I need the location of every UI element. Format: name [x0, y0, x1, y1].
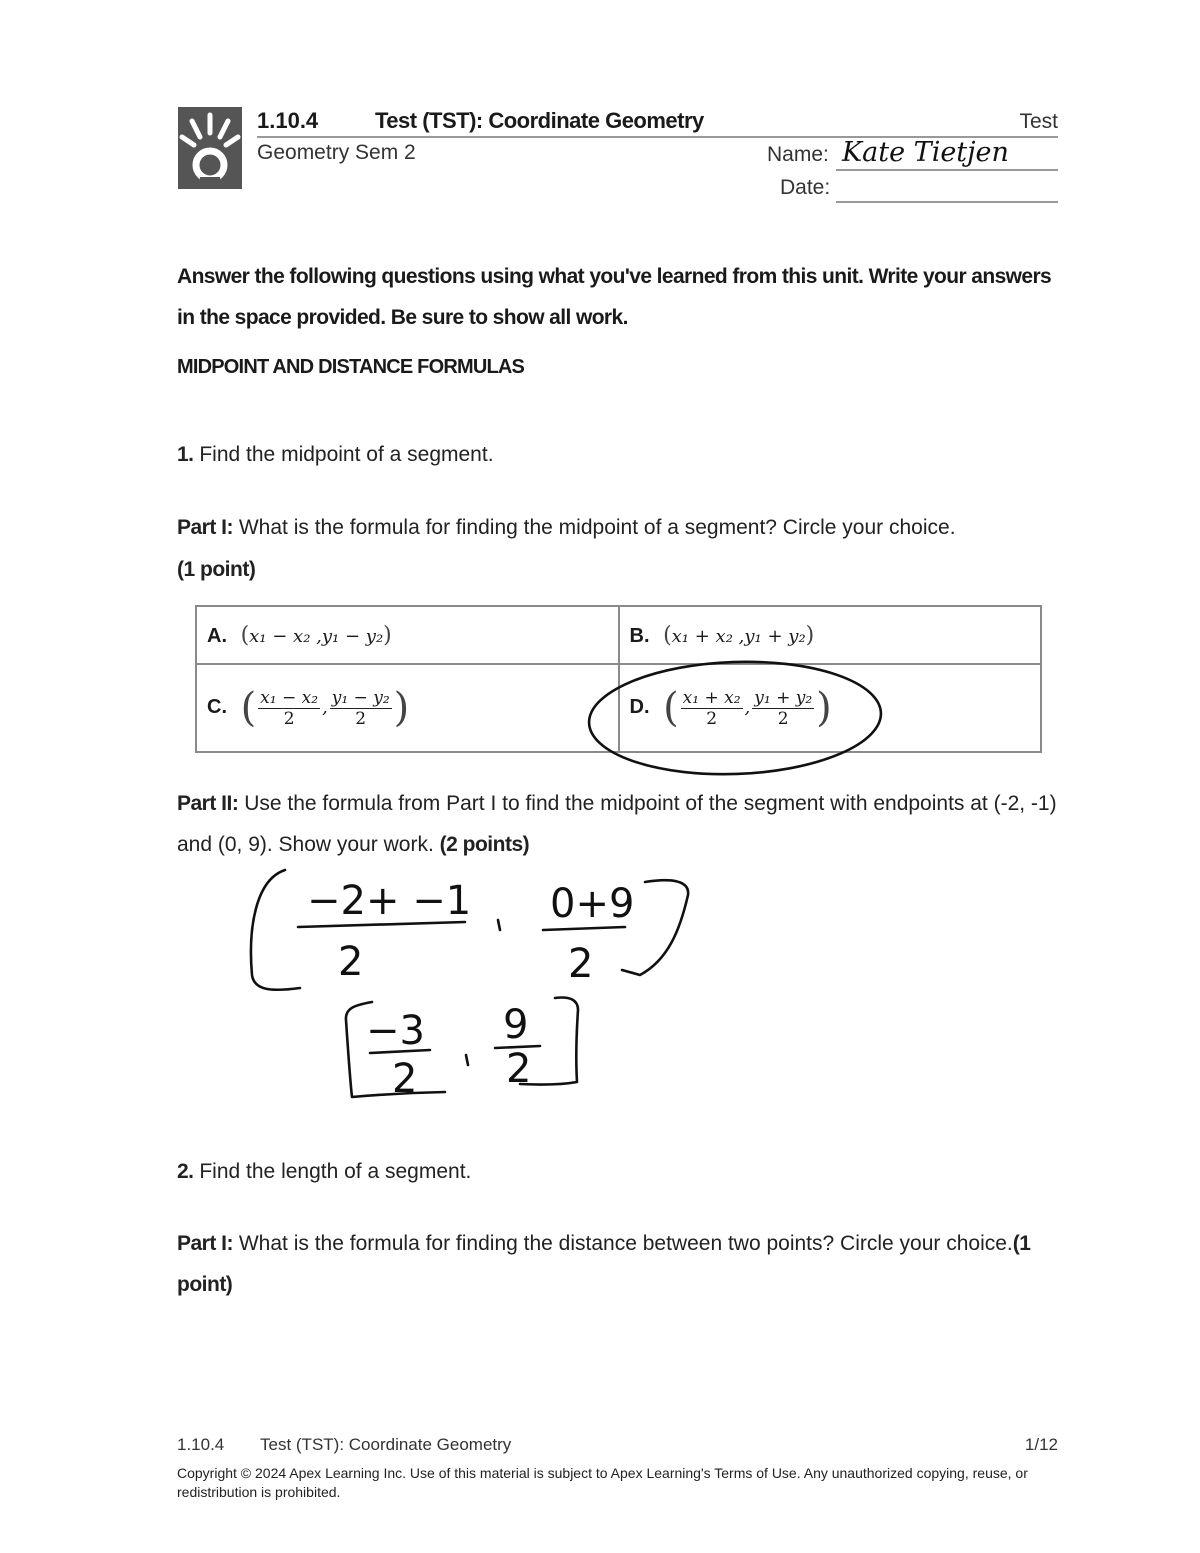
hand-bracket-left-2 [346, 1002, 445, 1097]
hand-line2-denominator-y: 2 [506, 1046, 532, 1092]
q2-part-1-text: What is the formula for finding the distance between two points? Circle your choice. [238, 1232, 1013, 1255]
hand-fraction-bar-1a [298, 922, 465, 927]
option-d-letter: D. [629, 696, 650, 718]
part-2-label: Part II: [177, 792, 239, 815]
apex-learning-logo-icon [178, 107, 242, 189]
hand-line1-numerator-x: −2+ −1 [307, 878, 472, 924]
q2-part-1-label: Part I: [177, 1232, 234, 1255]
hand-line2-numerator-x: −3 [366, 1008, 425, 1054]
hand-comma-2 [466, 1055, 468, 1065]
copyright-notice: Copyright © 2024 Apex Learning Inc. Use of this material is subject to Apex Learning's Terms of Use. Any unauthorized copying, reuse, or redistribution is prohibited. [177, 1465, 1028, 1500]
option-d-denominator-x: 2 [706, 708, 718, 729]
name-field-line [836, 169, 1058, 171]
hand-comma-1 [498, 920, 500, 930]
option-c-numerator-y: y₁ − y₂ [331, 687, 390, 708]
hand-bracket-right-2 [520, 998, 578, 1085]
footer-title: Test (TST): Coordinate Geometry [260, 1435, 512, 1454]
option-a[interactable]: A. (x₁ − x₂ ,y₁ − y₂) [196, 606, 619, 664]
question-1-number: 1. [177, 443, 194, 466]
question-2 [177, 1160, 471, 1184]
question-2-part-1 [177, 1223, 1077, 1305]
part-1-text: What is the formula for finding the midpoint of a segment? Circle your choice. [238, 516, 956, 539]
midpoint-options-table [195, 605, 1042, 753]
option-d[interactable]: D. ( $\frac{\text{x₁ + x₂}}{2}$ , $\frac{\text{y₁ + y₂}}{2}$ ) [619, 664, 1042, 752]
option-b[interactable]: B. (x₁ + x₂ ,y₁ + y₂) [619, 606, 1042, 664]
hand-line1-numerator-y: 0+9 [550, 881, 635, 927]
part-2-text: Use the formula from Part I to find the midpoint of the segment with endpoints at (-2, -1) and (0, 9). Show your work. [177, 792, 1057, 856]
option-d-denominator-y: 2 [777, 708, 789, 729]
question-2-number: 2. [177, 1160, 194, 1183]
question-1-part-2 [177, 783, 1077, 865]
hand-fraction-bar-2b [495, 1046, 540, 1048]
part-2-points: (2 points) [439, 833, 530, 856]
option-c-numerator-x: x₁ − x₂ [260, 687, 319, 708]
question-1-part-1 [177, 507, 1077, 591]
name-label: Name: [767, 143, 829, 166]
hand-line2-numerator-y: 9 [503, 1002, 529, 1048]
option-a-letter: A. [207, 624, 227, 647]
section-title: MIDPOINT AND DISTANCE FORMULAS [177, 356, 525, 378]
course-name: Geometry Sem 2 [257, 141, 416, 164]
header-title: Test (TST): Coordinate Geometry [375, 108, 704, 133]
q2-part-1-points: (1 point) [177, 1232, 1031, 1296]
question-1-prompt: Find the midpoint of a segment. [199, 443, 494, 466]
option-d-numerator-x: x₁ + x₂ [682, 687, 741, 708]
footer-code: 1.10.4 [177, 1435, 225, 1454]
part-1-points: (1 point) [177, 558, 256, 581]
date-field-line[interactable] [836, 201, 1058, 203]
hand-bracket-left-1 [251, 870, 300, 990]
option-c-denominator-x: 2 [283, 708, 295, 729]
hand-line1-denominator-x: 2 [338, 939, 364, 985]
question-2-prompt: Find the length of a segment. [199, 1160, 472, 1183]
date-label: Date: [780, 176, 831, 199]
option-c-letter: C. [207, 696, 227, 718]
hand-line2-denominator-x: 2 [392, 1056, 418, 1102]
part-1-label: Part I: [177, 516, 234, 539]
option-d-numerator-y: y₁ + y₂ [754, 687, 813, 708]
hand-fraction-bar-1b [543, 927, 625, 930]
option-c[interactable]: C. ( $\frac{\text{x₁ − x₂}}{2}$ , $\frac{\text{y₁ − y₂}}{2}$ ) [196, 664, 619, 752]
hand-line1-denominator-y: 2 [568, 941, 594, 987]
option-a-formula: x₁ − x₂ ,y₁ − y₂ [249, 625, 384, 647]
name-field-value[interactable]: Kate Tietjen [842, 137, 1009, 168]
question-1 [177, 443, 494, 467]
instructions: Answer the following questions using what you've learned from this unit. Write your answers in the space provided. Be sure to show all work. [177, 265, 1052, 329]
footer-page-number: 1/12 [1024, 1435, 1058, 1454]
hand-fraction-bar-2a [370, 1050, 430, 1053]
hand-bracket-right-1 [622, 880, 688, 975]
option-b-letter: B. [629, 624, 650, 647]
header-type: Test [1019, 110, 1058, 133]
option-b-formula: x₁ + x₂ ,y₁ + y₂ [671, 625, 806, 647]
option-c-denominator-y: 2 [355, 708, 367, 729]
header-code: 1.10.4 [257, 108, 319, 133]
